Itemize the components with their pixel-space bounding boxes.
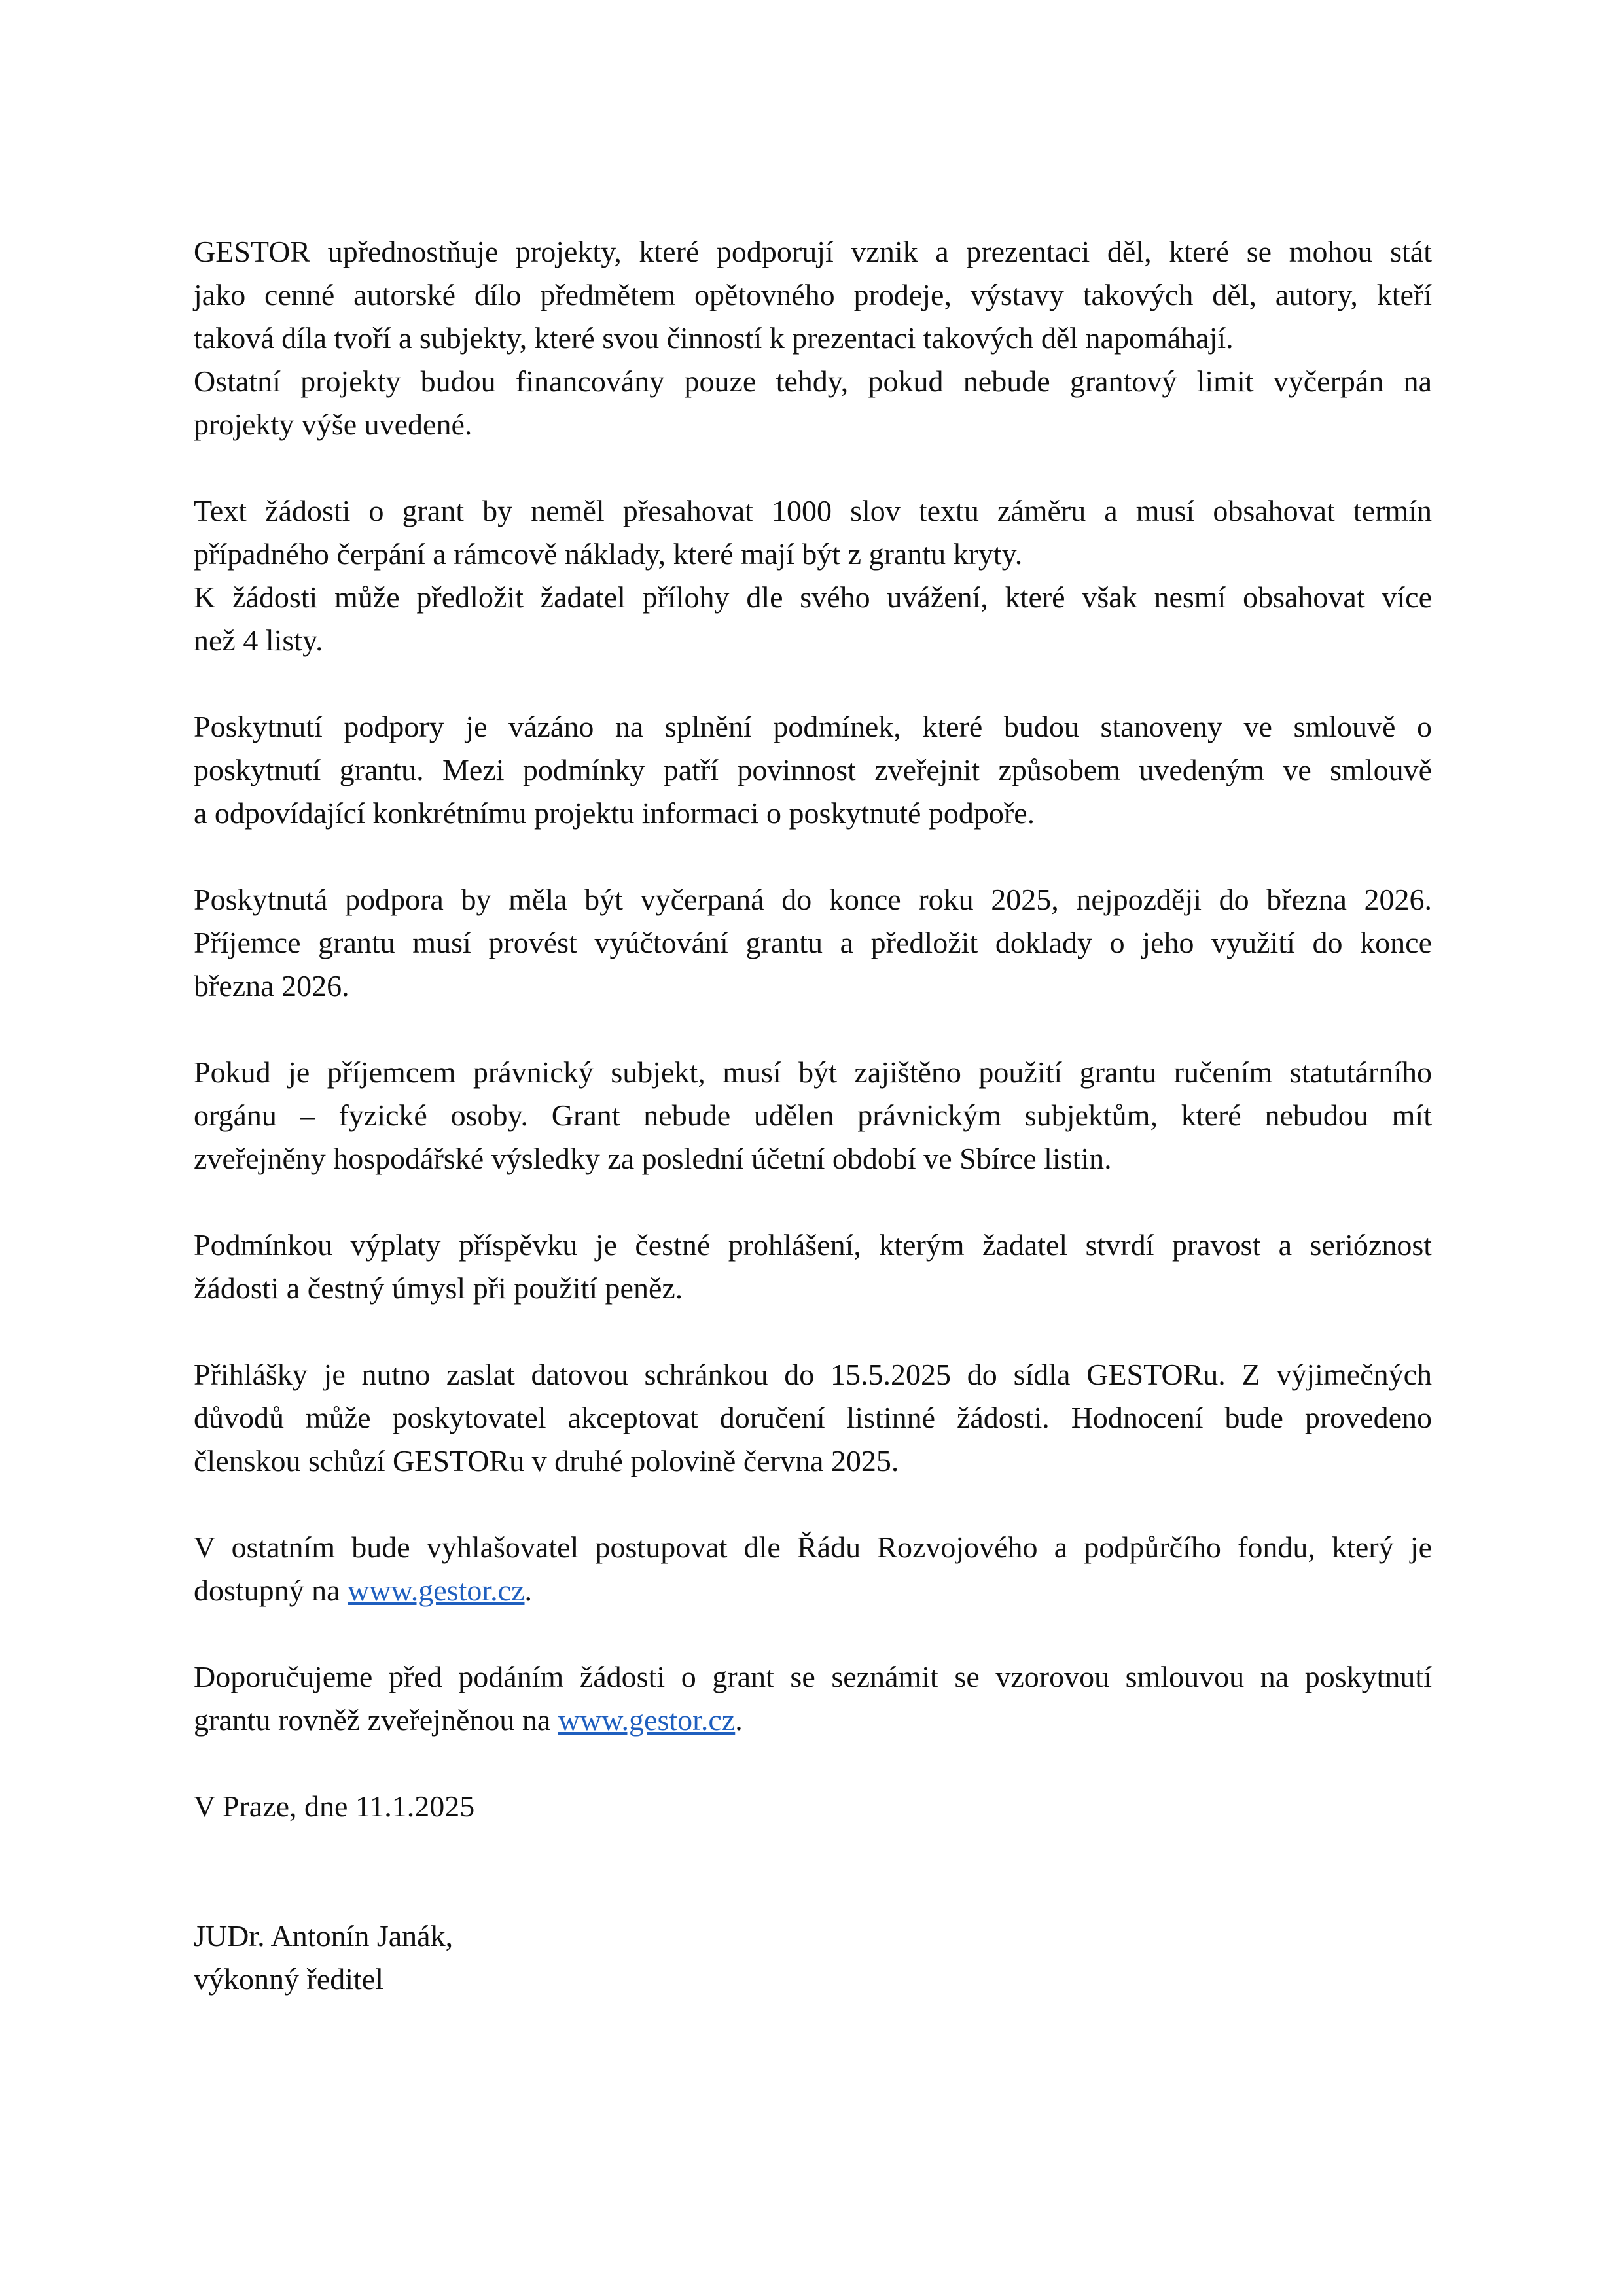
paragraph-deadline bbox=[194, 878, 1432, 1008]
text-line: a odpovídající konkrétnímu projektu informaci o poskytnuté podpoře. bbox=[194, 796, 1035, 830]
text-line: poskytnutí grantu. Mezi podmínky patří povinnost zveřejnit způsobem uvedeným ve smlouvě bbox=[194, 753, 1432, 786]
paragraph-submission bbox=[194, 1353, 1432, 1483]
text-line: zveřejněny hospodářské výsledky za poslední účetní období ve Sbírce listin. bbox=[194, 1142, 1112, 1175]
paragraph-priorities bbox=[194, 230, 1432, 446]
text-fragment: . bbox=[524, 1574, 532, 1607]
text-line: taková díla tvoří a subjekty, které svou činností k prezentaci takových děl napomáhají. bbox=[194, 321, 1234, 355]
text-line: důvodů může poskytovatel akceptovat doručení listinné žádosti. Hodnocení bude provedeno bbox=[194, 1401, 1432, 1434]
text-line: března 2026. bbox=[194, 969, 349, 1002]
text-fragment: dostupný na bbox=[194, 1574, 348, 1607]
text-line: Poskytnutí podpory je vázáno na splnění podmínek, které budou stanoveny ve smlouvě o bbox=[194, 710, 1432, 743]
text-line: Přihlášky je nutno zaslat datovou schránkou do 15.5.2025 do sídla GESTORu. Z výjimečných bbox=[194, 1358, 1432, 1391]
text-line: než 4 listy. bbox=[194, 624, 323, 657]
text-line: Doporučujeme před podáním žádosti o grant se seznámit se vzorovou smlouvou na poskytnutí bbox=[194, 1660, 1432, 1693]
text-line: projekty výše uvedené. bbox=[194, 408, 473, 441]
text-line: K žádosti může předložit žadatel přílohy dle svého uvážení, které však nesmí obsahovat více bbox=[194, 580, 1432, 614]
text-line: Text žádosti o grant by neměl přesahovat 1000 slov textu záměru a musí obsahovat termín bbox=[194, 494, 1432, 527]
paragraph-declaration bbox=[194, 1224, 1432, 1310]
text-line: žádosti a čestný úmysl při použití peněz. bbox=[194, 1271, 683, 1305]
gestor-website-link-2[interactable]: www.gestor.cz bbox=[558, 1703, 736, 1737]
signatory-name: JUDr. Antonín Janák, bbox=[194, 1919, 454, 1952]
text-line: Příjemce grantu musí provést vyúčtování grantu a předložit doklady o jeho využití do konce bbox=[194, 926, 1432, 959]
text-line: Podmínkou výplaty příspěvku je čestné prohlášení, kterým žadatel stvrdí pravost a serióznost bbox=[194, 1228, 1432, 1262]
paragraph-recommendation bbox=[194, 1655, 1432, 1742]
text-line: případného čerpání a rámcově náklady, které mají být z grantu kryty. bbox=[194, 537, 1023, 571]
signature-block bbox=[194, 1915, 1432, 2001]
paragraph-rules bbox=[194, 1526, 1432, 1612]
text-line: jako cenné autorské dílo předmětem opětovného prodeje, výstavy takových děl, autory, kteří bbox=[194, 278, 1432, 311]
text-line: GESTOR upřednostňuje projekty, které podporují vznik a prezentaci děl, které se mohou stát bbox=[194, 235, 1432, 268]
text-fragment: . bbox=[735, 1703, 743, 1737]
text-line bbox=[194, 1699, 1432, 1742]
text-line: orgánu – fyzické osoby. Grant nebude udělen právnickým subjektům, které nebudou mít bbox=[194, 1099, 1432, 1132]
text-line: členskou schůzí GESTORu v druhé polovině června 2025. bbox=[194, 1444, 899, 1477]
paragraph-application-text bbox=[194, 489, 1432, 662]
document-body bbox=[194, 230, 1432, 2001]
text-line bbox=[194, 1569, 1432, 1612]
text-line: V ostatním bude vyhlašovatel postupovat dle Řádu Rozvojového a podpůrčího fondu, který je bbox=[194, 1530, 1432, 1564]
paragraph-legal-entity bbox=[194, 1051, 1432, 1180]
text-line: Pokud je příjemcem právnický subjekt, musí být zajištěno použití grantu ručením statutárního bbox=[194, 1055, 1432, 1089]
signatory-title: výkonný ředitel bbox=[194, 1962, 383, 1996]
text-line: Ostatní projekty budou financovány pouze tehdy, pokud nebude grantový limit vyčerpán na bbox=[194, 364, 1432, 398]
date-line: V Praze, dne 11.1.2025 bbox=[194, 1790, 475, 1823]
gestor-website-link[interactable]: www.gestor.cz bbox=[348, 1574, 525, 1607]
text-fragment: grantu rovněž zveřejněnou na bbox=[194, 1703, 558, 1737]
text-line: Poskytnutá podpora by měla být vyčerpaná do konce roku 2025, nejpozději do března 2026. bbox=[194, 883, 1432, 916]
paragraph-conditions bbox=[194, 705, 1432, 835]
